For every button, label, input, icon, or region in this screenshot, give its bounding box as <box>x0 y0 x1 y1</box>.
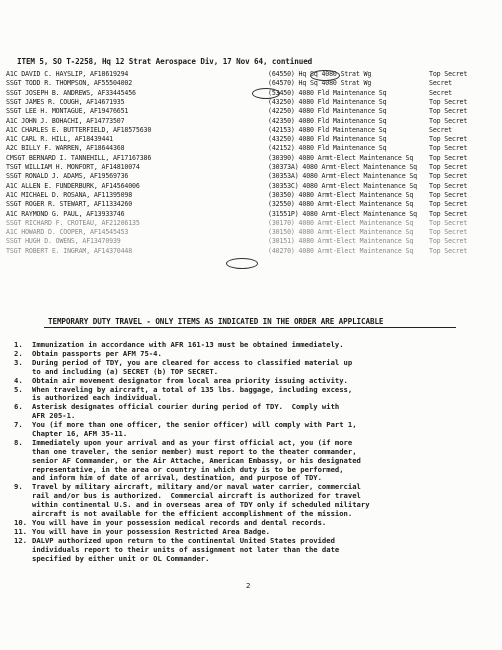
instruction-text-line: Obtain air movement designator from local area priority issuing activity. <box>32 375 348 385</box>
roster-row <box>0 247 502 256</box>
roster-name: A1C CARL R. HILL, AF18439441 <box>6 135 113 144</box>
roster-name: TSGT WILLIAM H. MONFORT, AF14810074 <box>6 163 140 171</box>
roster-name: SSGT LEE H. MONTAGUE, AF19476651 <box>6 107 129 116</box>
roster-unit: (30350) 4080 Armt-Elect Maintenance Sq <box>268 190 414 199</box>
instruction-text-line: You (if more than one officer, the senior officer) will comply with Part 1, <box>32 420 357 430</box>
roster-row <box>0 135 502 144</box>
instruction-number: 11. <box>14 526 27 536</box>
roster-row <box>0 98 502 107</box>
instruction-text-line: Immediately upon your arrival and as your first official act, you (if more <box>32 437 353 447</box>
instruction-text-line: DALVP authorized upon return to the continental United States provided <box>32 535 335 545</box>
roster-clearance: Top Secret <box>429 209 468 218</box>
instruction-number: 9. <box>14 482 23 492</box>
roster-name: SSGT JAMES R. COUGH, AF14671935 <box>6 97 125 106</box>
tdy-section-title: TEMPORARY DUTY TRAVEL - ONLY ITEMS AS INDICATED IN THE ORDER ARE APPLICABLE <box>48 317 384 326</box>
instruction-number: 7. <box>14 420 23 430</box>
page-number: 2 <box>246 581 251 590</box>
instruction-text-line: Asterisk designates official courier during period of TDY. Comply with <box>32 402 340 412</box>
instruction-text-line: and inform him of date of arrival, destination, and purpose of TDY. <box>32 473 322 483</box>
roster-clearance: Top Secret <box>429 218 468 227</box>
instruction-number: 12. <box>14 535 27 545</box>
instruction-text-line: within continental U.S. and in overseas area of TDY only if scheduled military <box>32 500 370 510</box>
roster-unit: (42350) 4080 Fld Maintenance Sq <box>268 116 387 125</box>
roster-unit: (42250) 4080 Fld Maintenance Sq <box>268 107 387 116</box>
roster-name: CMSGT BERNARD I. TANNEHILL, AF17167386 <box>6 153 152 162</box>
roster-clearance: Top Secret <box>429 153 468 162</box>
instruction-number: 3. <box>14 357 23 367</box>
roster-unit: (64550) Hq Sq 4080 Strat Wg <box>268 70 372 78</box>
instruction-text-line: aircraft is not available for the efficient accomplishment of the mission. <box>32 509 353 519</box>
roster-row <box>0 154 502 163</box>
roster-name: A1C HOWARD D. COOPER, AF14545453 <box>6 228 129 237</box>
roster-row <box>0 107 502 116</box>
instruction-text-line: When traveling by aircraft, a total of 135 lbs. baggage, including excess, <box>32 384 353 394</box>
instruction-text-line: Obtain passports per AFM 75-4. <box>32 348 162 358</box>
instruction-text-line: specified by either unit or OL Commander. <box>32 553 210 563</box>
roster-clearance: Top Secret <box>429 116 468 125</box>
roster-clearance: Secret <box>429 125 452 134</box>
roster-name: TSGT ROBERT E. INGRAM, AF14370448 <box>6 246 133 255</box>
roster-row <box>0 70 502 79</box>
roster-row <box>0 144 502 153</box>
roster-unit: (53450) 4080 Fld Maintenance Sq <box>268 88 387 97</box>
roster-clearance: Top Secret <box>429 228 468 237</box>
instruction-number: 6. <box>14 402 23 412</box>
instruction-text-line: You will have in your possession Restricted Area Badge. <box>32 526 270 536</box>
instruction-number: 1. <box>14 340 23 349</box>
roster-unit: (64570) Hq Sq 4080 Strat Wg <box>268 79 372 88</box>
roster-row <box>0 237 502 246</box>
roster-row <box>0 219 502 228</box>
instruction-text-line: is authorized each individual. <box>32 393 162 403</box>
instruction-number: 5. <box>14 384 23 394</box>
roster-clearance: Top Secret <box>429 135 468 144</box>
order-header: ITEM 5, SO T-2258, Hq 12 Strat Aerospace Div, 17 Nov 64, continued <box>17 57 313 66</box>
roster-unit: (42153) 4080 Fld Maintenance Sq <box>268 125 387 134</box>
roster-unit: (30353A) 4080 Armt-Elect Maintenance Sq <box>268 172 417 181</box>
roster-clearance: Top Secret <box>429 163 468 171</box>
roster-clearance: Secret <box>429 79 452 88</box>
handwritten-circle <box>252 88 280 99</box>
instruction-text-line: to and including (a) SECRET (b) TOP SECRET. <box>32 366 219 376</box>
roster-row <box>0 200 502 209</box>
instruction-text-line: You will have in your possession medical records and dental records. <box>32 518 327 527</box>
roster-clearance: Top Secret <box>429 97 468 106</box>
roster-name: SSGT RICHARD F. CROTEAU, AF21206135 <box>6 218 140 227</box>
instruction-number: 8. <box>14 437 23 447</box>
roster-row <box>0 89 502 98</box>
instruction-text-line: Travel by military aircraft, military and/or naval water carrier, commercial <box>32 482 361 492</box>
handwritten-circle <box>310 70 340 81</box>
roster-row <box>0 210 502 219</box>
roster-row <box>0 228 502 237</box>
instruction-text-line: AFR 205-1. <box>32 411 76 421</box>
roster-name: A1C DAVID C. HAYSLIP, AF18619294 <box>6 70 129 78</box>
roster-unit: (43250) 4080 Fld Maintenance Sq <box>268 135 387 144</box>
roster-unit: (30353C) 4080 Armt-Elect Maintenance Sq <box>268 181 417 190</box>
roster-row <box>0 163 502 172</box>
roster-clearance: Top Secret <box>429 190 468 199</box>
roster-unit: (32550) 4080 Armt-Elect Maintenance Sq <box>268 200 414 209</box>
roster-unit: (30170) 4080 Armt-Elect Maintenance Sq <box>268 218 414 227</box>
roster-row <box>0 79 502 88</box>
roster-unit: (30151) 4080 Armt-Elect Maintenance Sq <box>268 237 414 246</box>
roster-unit: (43250) 4080 Fld Maintenance Sq <box>268 97 387 106</box>
instruction-text-line: representative, in the area or country in which duty is to be performed, <box>32 464 344 474</box>
instruction-text-line: individuals report to their units of assignment not later than the date <box>32 544 340 554</box>
roster-name: SSGT ROGER R. STEWART, AF11334260 <box>6 200 133 209</box>
instruction-text-line: Chapter 16, AFM 35-11. <box>32 428 128 438</box>
roster-name: A1C JOHN J. BOHACHI, AF14773507 <box>6 116 125 125</box>
roster-name: A1C MICHAEL D. ROSANA, AF11395098 <box>6 190 133 199</box>
roster-row <box>0 117 502 126</box>
instruction-number: 2. <box>14 348 23 358</box>
instruction-text-line: During period of TDY, you are cleared for access to classified material up <box>32 357 353 367</box>
instruction-text-line: senior AF Commander, or the Air Attache, American Embassy, or his designated <box>32 455 361 465</box>
roster-row <box>0 126 502 135</box>
roster-clearance: Top Secret <box>429 70 468 78</box>
roster-unit: (40270) 4080 Armt-Elect Maintenance Sq <box>268 246 414 255</box>
roster-clearance: Secret <box>429 88 452 97</box>
roster-unit: (30373A) 4080 Armt-Elect Maintenance Sq <box>268 163 417 171</box>
roster-name: SSGT RONALD J. ADAMS, AF19569736 <box>6 172 129 181</box>
roster-unit: (31551P) 4080 Armt-Elect Maintenance Sq <box>268 209 417 218</box>
roster-clearance: Top Secret <box>429 200 468 209</box>
roster-name: SSGT TODD R. THOMPSON, AF55504002 <box>6 79 133 88</box>
handwritten-circle <box>226 258 258 269</box>
instruction-text-line: Immunization in accordance with AFR 161-13 must be obtained immediately. <box>32 340 344 349</box>
roster-name: SSGT JOSEPH B. ANDREWS, AF33445456 <box>6 88 136 97</box>
roster-clearance: Top Secret <box>429 181 468 190</box>
roster-clearance: Top Secret <box>429 144 468 153</box>
roster-unit: (30390) 4080 Armt-Elect Maintenance Sq <box>268 153 414 162</box>
roster-name: A1C ALLEN E. FUNDERBURK, AF14564006 <box>6 181 140 190</box>
roster-clearance: Top Secret <box>429 172 468 181</box>
instruction-number: 10. <box>14 518 27 527</box>
roster-name: A1C RAYMOND G. PAUL, AF13933746 <box>6 209 125 218</box>
roster-unit: (42152) 4080 Fld Maintenance Sq <box>268 144 387 153</box>
instruction-number: 4. <box>14 375 23 385</box>
instruction-text-line: rail and/or bus is authorized. Commercial aircraft is authorized for travel <box>32 491 361 501</box>
roster-row <box>0 182 502 191</box>
roster-row <box>0 172 502 181</box>
roster-name: A1C CHARLES E. BUTTERFIELD, AF18575630 <box>6 125 152 134</box>
title-underline <box>44 327 456 328</box>
roster-name: SSGT HUGH D. OWENS, AF13470939 <box>6 237 121 246</box>
roster-clearance: Top Secret <box>429 237 468 246</box>
roster-unit: (30150) 4080 Armt-Elect Maintenance Sq <box>268 228 414 237</box>
roster-clearance: Top Secret <box>429 107 468 116</box>
instruction-text-line: than one traveler, the senior member) must report to the theater commander, <box>32 446 357 456</box>
roster-row <box>0 191 502 200</box>
roster-name: A2C BILLY F. WARREN, AF18644368 <box>6 144 125 153</box>
roster-clearance: Top Secret <box>429 246 468 255</box>
